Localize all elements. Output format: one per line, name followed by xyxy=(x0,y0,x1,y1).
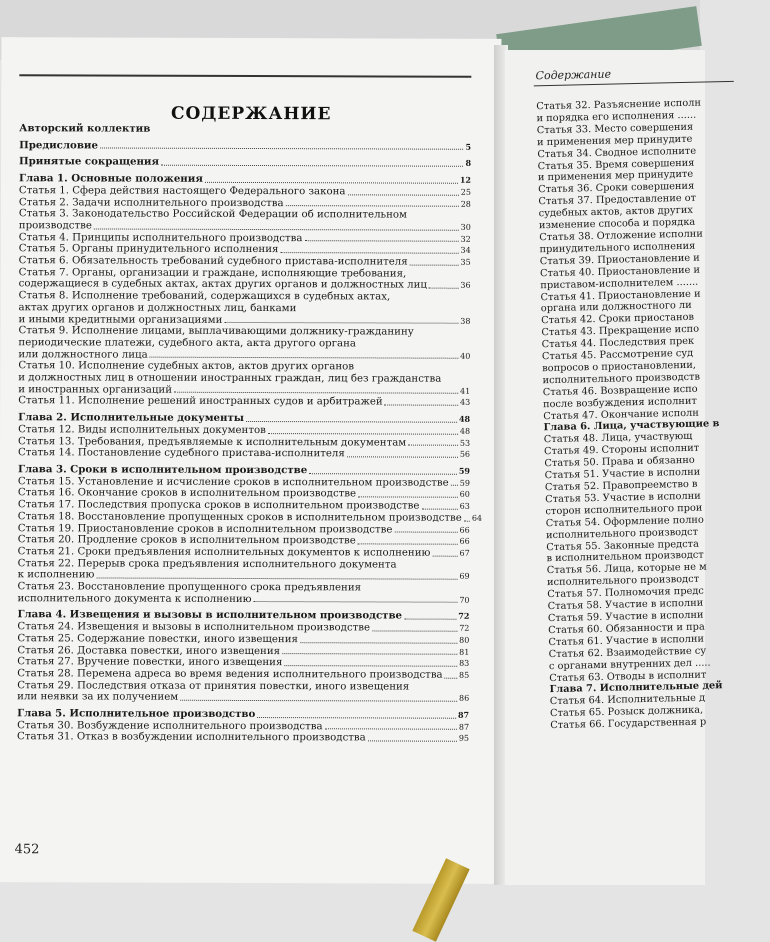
toc-entry xyxy=(17,692,469,705)
toc-entry: Статья 53. Участие в исполни xyxy=(545,490,701,506)
toc-chapter-entry: Глава 6. Лица, участвующие в xyxy=(543,418,720,434)
toc-entry-page: 36 xyxy=(460,281,471,291)
page-number: 452 xyxy=(14,842,40,858)
toc-entry-page: 66 xyxy=(459,536,470,546)
toc-entry: Статья 51. Участие в исполни xyxy=(544,466,701,482)
toc-entry-page: 25 xyxy=(460,187,471,197)
toc-entry-title: и должностных лиц в отношении иностранных граждан, лиц без гражданства xyxy=(18,372,442,385)
toc-entry xyxy=(18,396,470,409)
dot-leader xyxy=(205,182,458,184)
dot-leader xyxy=(421,508,457,509)
dot-leader xyxy=(286,205,459,207)
toc-entry-title: Статья 5. Органы принудительного исполнения xyxy=(18,243,279,256)
dot-leader xyxy=(174,392,458,394)
toc-entry-page: 43 xyxy=(459,398,471,408)
toc-entry-page: 35 xyxy=(460,257,471,267)
toc-entry-title: Статья 4. Принципы исполнительного производства xyxy=(18,231,303,244)
toc-entry: Статья 45. Рассмотрение суд xyxy=(541,347,694,363)
toc-entry: принудительного исполнения xyxy=(539,240,696,256)
dot-leader xyxy=(96,577,457,579)
dot-leader xyxy=(282,653,457,655)
toc-entry-title: Статья 18. Восстановление пропущенных сроков в исполнительном производстве xyxy=(17,510,462,524)
toc-entry: Статья 61. Участие в исполни xyxy=(548,633,705,648)
toc-entry-page: 63 xyxy=(459,501,470,511)
toc-entry-title: Глава 2. Исполнительные документы xyxy=(18,411,245,425)
toc-entry xyxy=(18,447,470,460)
toc-entry-page: 64 xyxy=(471,513,483,523)
toc-entry-title: Статья 3. Законодательство Российской Федерации об исполнительном xyxy=(18,208,407,221)
toc-entry-title: Статья 10. Исполнение судебных актов, актов других органов xyxy=(18,360,355,373)
toc-entry-page: 32 xyxy=(460,234,471,244)
toc-entry: судебных актов, актов других xyxy=(538,204,693,220)
toc-entry: Статья 64. Исполнительные д xyxy=(549,692,706,708)
toc-entry: Статья 41. Приостановление и xyxy=(540,288,701,303)
toc-chapter-entry: Глава 7. Исполнительные дей xyxy=(549,680,723,696)
toc-entry: Статья 54. Оформление полно xyxy=(545,514,704,529)
toc-entry: и применения мер принудите xyxy=(536,133,693,149)
running-header: Содержание xyxy=(535,67,612,83)
toc-entry-page: 72 xyxy=(459,623,470,633)
toc-entry-title: Глава 3. Сроки в исполнительном производстве xyxy=(17,463,308,477)
toc-entry: Статья 49. Стороны исполнит xyxy=(544,442,700,458)
toc-entry-page: 59 xyxy=(458,465,470,476)
toc-entry-title: Статья 29. Последствия отказа от принятия повестки, иного извещения xyxy=(17,679,410,693)
dot-leader xyxy=(368,741,457,742)
toc-entry: Статья 34. Сводное исполните xyxy=(537,145,697,160)
toc-entry-title: Статья 17. Последствия пропуска сроков в исполнительном производстве xyxy=(17,499,420,512)
dot-leader xyxy=(404,619,456,620)
dot-leader xyxy=(100,148,464,150)
dot-leader xyxy=(358,496,458,497)
toc-entry-title: актах других органов и должностных лиц, банками xyxy=(18,302,297,315)
toc-entry: Статья 63. Отводы в исполнит xyxy=(549,669,707,684)
toc-entry-title: исполнительного документа к исполнению xyxy=(17,592,252,605)
toc-entry: исполнительного производст xyxy=(545,526,699,541)
dot-leader xyxy=(224,322,458,324)
toc-entry-page: 87 xyxy=(458,722,470,732)
dot-leader xyxy=(161,165,463,167)
toc-entry-page: 28 xyxy=(460,199,471,209)
dot-leader xyxy=(432,555,457,556)
toc-entry: исполнительного производств xyxy=(542,371,701,387)
toc-entry-title: Авторский коллектив xyxy=(19,122,151,135)
toc-entry-page: 60 xyxy=(459,490,470,500)
toc-entry: органа или должностного ли xyxy=(540,300,692,315)
dot-leader xyxy=(246,421,457,423)
toc-entry-title: содержащиеся в судебных актах, актах других органов и должностных лиц xyxy=(18,278,428,292)
toc-entry: приставом-исполнителем ....... xyxy=(540,276,699,291)
toc-entry: вопросов о приостановлении, xyxy=(542,359,697,375)
toc-entry-title: Статья 19. Приостановление сроков в исполнительном производстве xyxy=(17,522,393,535)
dot-leader xyxy=(394,532,457,533)
toc-entry-title: производстве xyxy=(18,220,92,232)
toc-entry-title: Статья 24. Извещения и вызовы в исполнительном производстве xyxy=(17,621,371,634)
toc-entry-title: Статья 11. Исполнение решений иностранных судов и арбитражей xyxy=(18,395,383,408)
toc-entry-page: 53 xyxy=(459,438,471,448)
toc-entry: Статья 37. Предоставление от xyxy=(538,192,697,208)
toc-entry: Статья 35. Время совершения xyxy=(537,157,695,172)
dot-leader xyxy=(408,445,458,446)
toc-entry-title: Статья 13. Требования, предъявляемые к исполнительным документам xyxy=(18,435,407,449)
toc-entry: Статья 65. Розыск должника, xyxy=(549,704,704,720)
toc-entry-page: 8 xyxy=(465,158,472,169)
toc-entry-title: Предисловие xyxy=(19,138,98,152)
toc-entry: исполнительного производст xyxy=(546,573,700,589)
toc-entry: Статья 42. Сроки приостанов xyxy=(541,312,695,327)
toc-entry-title: к исполнению xyxy=(17,569,95,581)
toc-entry-title: Глава 5. Исполнительное производство xyxy=(17,707,256,721)
toc-entry-title: и иностранных организаций xyxy=(18,383,173,396)
toc-entry-title: Статья 16. Окончание сроков в исполнительном производстве xyxy=(17,487,357,500)
toc-entry-page: 41 xyxy=(460,386,471,396)
toc-entry: Статья 36. Сроки совершения xyxy=(538,181,695,196)
toc-entry-title: Статья 20. Продление сроков в исполнительном производстве xyxy=(17,534,356,547)
toc-entry: Статья 56. Лица, которые не м xyxy=(546,561,707,577)
toc-entry-title: Статья 1. Сфера действия настоящего Федерального закона xyxy=(18,185,346,198)
toc-entry-page: 40 xyxy=(460,351,471,361)
dot-leader xyxy=(268,433,458,435)
toc-chapter-entry xyxy=(19,140,471,153)
toc-entry-page: 34 xyxy=(460,246,471,256)
toc-entry: Статья 40. Приостановление и xyxy=(539,264,701,279)
toc-entry: Статья 58. Участие в исполни xyxy=(547,597,704,613)
toc-entry-page: 83 xyxy=(459,658,470,669)
header-rule xyxy=(19,74,471,78)
toc-entry-page: 38 xyxy=(460,316,471,326)
dot-leader xyxy=(429,288,458,289)
toc-entry xyxy=(17,732,469,745)
dot-leader xyxy=(464,520,470,521)
toc-entry: Статья 50. Права и обязанно xyxy=(544,454,695,470)
toc-entry-title: или неявки за их получением xyxy=(17,691,179,704)
toc-entry-title: Статья 26. Доставка повестки, иного извещения xyxy=(17,644,281,657)
dot-leader xyxy=(300,642,457,644)
toc-entry-title: Статья 28. Перемена адреса во время ведения исполнительного производства xyxy=(17,668,443,681)
dot-leader xyxy=(150,357,458,359)
toc-entry-title: и иными кредитными организациями xyxy=(18,313,223,326)
toc-entry-title: Статья 7. Органы, организации и граждане, исполняющие требования, xyxy=(18,266,407,280)
toc-entry: и порядка его исполнения ...... xyxy=(536,109,697,125)
toc-entry-title: Статья 9. Исполнение лицами, выплачивающими должнику-гражданину xyxy=(18,325,414,338)
dot-leader xyxy=(257,717,456,719)
toc-entry-page: 59 xyxy=(459,478,470,488)
toc-entry-title: Статья 25. Содержание повестки, иного извещения xyxy=(17,633,298,645)
toc-entry-title: Глава 4. Извещения и вызовы в исполнительном производстве xyxy=(17,608,403,622)
toc-entry-title: Статья 15. Установление и исчисление сроков в исполнительном производстве xyxy=(17,475,449,489)
toc-entry: Статья 48. Лица, участвующ xyxy=(543,431,693,446)
toc-entry-title: Статья 31. Отказ в возбуждении исполнительного производства xyxy=(17,731,366,744)
dot-leader xyxy=(410,264,459,265)
toc-entry-page: 95 xyxy=(458,734,470,744)
toc-entry-page: 85 xyxy=(459,670,470,680)
dot-leader xyxy=(94,228,459,230)
toc-entry-page: 12 xyxy=(459,174,471,185)
toc-entry-page: 56 xyxy=(459,450,471,460)
dot-leader xyxy=(180,700,457,702)
toc-entry: Статья 38. Отложение исполни xyxy=(539,228,703,244)
toc-entry: Статья 59. Участие в исполни xyxy=(547,609,704,625)
toc-entry-page: 69 xyxy=(459,572,470,582)
dot-leader xyxy=(284,665,457,667)
toc-entry-title: Статья 8. Исполнение требований, содержащихся в судебных актах, xyxy=(18,290,391,303)
toc-entry-title: Статья 30. Возбуждение исполнительного производства xyxy=(17,719,323,733)
right-page xyxy=(505,50,723,885)
toc-entry xyxy=(17,593,469,606)
toc-entry: Статья 62. Взаимодействие су xyxy=(548,645,707,660)
dot-leader xyxy=(445,677,457,678)
toc-entry: Статья 46. Возвращение испо xyxy=(542,383,698,398)
dot-leader xyxy=(347,456,458,457)
toc-entry: Статья 55. Законные предста xyxy=(546,538,700,553)
toc-entry: Статья 39. Приостановление и xyxy=(539,252,700,268)
toc-entry: Статья 52. Правопреемство в xyxy=(544,478,698,494)
toc-entry-title: Статья 22. Перерыв срока предъявления исполнительного документа xyxy=(17,557,397,571)
dot-leader xyxy=(304,241,458,243)
toc-entry-title: Статья 6. Обязательность требований судебного пристава-исполнителя xyxy=(18,255,408,268)
toc-entry-title: Статья 14. Постановление судебного пристава-исполнителя xyxy=(18,447,345,460)
dot-leader xyxy=(358,543,458,544)
toc-entry: Статья 32. Разъяснение исполн xyxy=(536,97,702,113)
toc-entry: с органами внутренних дел ..... xyxy=(548,657,711,672)
toc-list xyxy=(17,122,483,745)
dot-leader xyxy=(325,729,457,730)
toc-entry-title: Статья 23. Восстановление пропущенного срока предъявления xyxy=(17,581,362,594)
toc-chapter-entry xyxy=(19,123,471,136)
toc-entry: после возбуждения исполнит xyxy=(542,395,697,410)
toc-entry: Статья 57. Полномочия предс xyxy=(547,585,704,601)
toc-entry-page: 81 xyxy=(459,647,470,657)
toc-entry-title: периодические платежи, судебного акта, акта другого органа xyxy=(18,337,356,350)
toc-entry-page: 48 xyxy=(459,426,471,436)
toc-entry: Статья 66. Государственная р xyxy=(550,716,707,732)
toc-entry-title: Статья 27. Вручение повестки, иного извещения xyxy=(17,656,283,669)
toc-entry-page: 80 xyxy=(459,635,470,645)
toc-entry-title: или должностного лица xyxy=(18,348,148,361)
toc-entry: сторон исполнительного прои xyxy=(545,502,703,518)
toc-entry-page: 86 xyxy=(458,694,470,704)
toc-heading: СОДЕРЖАНИЕ xyxy=(170,103,332,125)
toc-entry: и применения мер принудите xyxy=(537,169,694,184)
toc-entry-title: Статья 2. Задачи исполнительного производства xyxy=(18,196,284,209)
left-page xyxy=(0,37,501,884)
toc-entry: изменение способа и порядка xyxy=(538,216,696,232)
toc-entry-page: 5 xyxy=(465,141,472,152)
dot-leader xyxy=(348,194,459,195)
toc-entry-page: 87 xyxy=(457,709,470,720)
toc-list-continued xyxy=(536,96,770,732)
toc-entry: Статья 47. Окончание исполн xyxy=(543,407,699,422)
dot-leader xyxy=(309,473,457,475)
toc-entry-page: 48 xyxy=(458,413,471,424)
dot-leader xyxy=(451,485,458,486)
toc-chapter-entry xyxy=(19,157,471,170)
dot-leader xyxy=(385,405,458,406)
toc-entry-title: Глава 1. Основные положения xyxy=(18,172,203,185)
dot-leader xyxy=(254,601,458,603)
toc-entry-page: 66 xyxy=(459,525,470,535)
toc-entry-page: 70 xyxy=(459,595,470,605)
toc-entry: в исполнительном производст xyxy=(546,550,704,565)
toc-entry-page: 30 xyxy=(460,222,471,232)
toc-entry-title: Статья 21. Сроки предъявления исполнительных документов к исполнению xyxy=(17,546,431,559)
dot-leader xyxy=(372,630,457,631)
toc-entry: Статья 33. Место совершения xyxy=(536,121,694,137)
toc-entry-title: Статья 12. Виды исполнительных документов xyxy=(18,424,266,436)
toc-entry-page: 72 xyxy=(458,611,470,622)
toc-entry-page: 67 xyxy=(459,548,470,558)
toc-entry-title: Принятые сокращения xyxy=(19,155,160,169)
toc-entry: Статья 60. Обязанности и пра xyxy=(548,621,705,637)
toc-entry: Статья 43. Прекращение испо xyxy=(541,323,700,339)
toc-entry: Статья 44. Последствия прек xyxy=(541,335,695,351)
dot-leader xyxy=(280,252,458,254)
